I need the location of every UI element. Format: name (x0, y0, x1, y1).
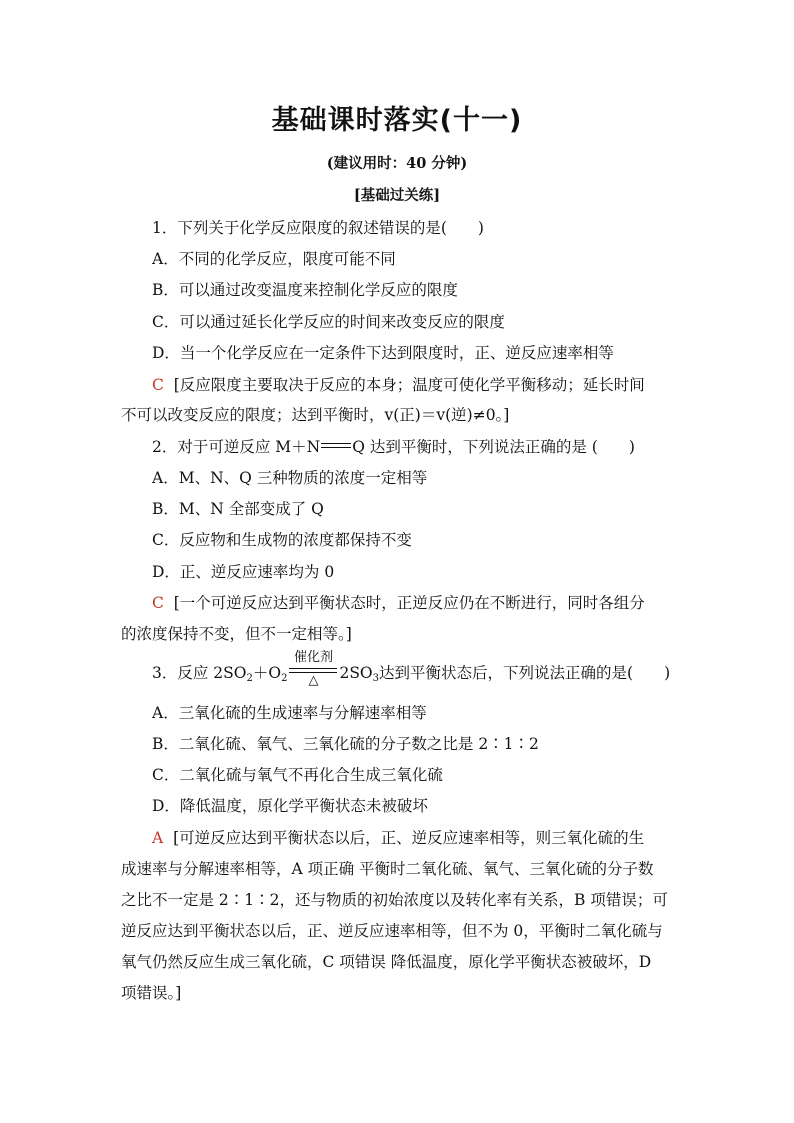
q3-subscript-2: 2 (246, 673, 253, 684)
q3-answer: A (152, 829, 164, 847)
q1-option-d: D．当一个化学反应在一定条件下达到限度时，正、逆反应速率相等 (152, 344, 614, 362)
q3-explanation-line2: 成速率与分解速率相等，A 项正确 平衡时二氧化硫、氧气、三氧化硫的分子数 (121, 860, 654, 878)
q2-option-c: C．反应物和生成物的浓度都保持不变 (152, 531, 412, 549)
q2-explanation-cont: 的浓度保持不变，但不一定相等。] (121, 625, 352, 643)
suggested-time: (建议用时：40 分钟) (326, 155, 468, 172)
q3-answer-line (152, 826, 644, 848)
equilibrium-arrow-icon (321, 442, 351, 450)
q3-option-a: A．三氧化硫的生成速率与分解速率相等 (152, 704, 427, 722)
q2-answer-line (152, 591, 645, 613)
q1-stem: 1．下列关于化学反应限度的叙述错误的是( ) (152, 219, 484, 237)
q3-stem-part2: ＋O (252, 664, 282, 682)
q3-stem-part4: 达到平衡状态后，下列说法正确的是( ) (379, 664, 671, 682)
q1-answer: C (152, 376, 164, 394)
q3-subscript-o2: 2 (281, 673, 288, 684)
q3-option-d: D．降低温度，原化学平衡状态未被破坏 (152, 797, 428, 815)
catalyst-arrow-icon (289, 650, 337, 688)
page-title: 基础课时落实(十一) (271, 105, 523, 136)
catalyst-label: 催化剂 (293, 650, 333, 665)
q3-stem-part1: 3．反应 2SO (152, 664, 247, 682)
q2-stem-part2: Q 达到平衡时，下列说法正确的是 ( ) (352, 438, 635, 456)
q1-option-b: B．可以通过改变温度来控制化学反应的限度 (152, 281, 458, 299)
q2-option-a: A．M、N、Q 三种物质的浓度一定相等 (152, 469, 428, 487)
q1-option-a: A．不同的化学反应，限度可能不同 (152, 250, 396, 268)
q3-stem-part3: 2SO (339, 664, 373, 682)
q1-explanation-cont: 不可以改变反应的限度；达到平衡时，v(正)＝v(逆)≠0。] (121, 406, 510, 424)
section-heading: [基础过关练] (353, 187, 441, 204)
q2-option-d: D．正、逆反应速率均为 0 (152, 563, 335, 581)
q2-stem (152, 435, 635, 457)
q2-stem-part1: 2．对于可逆反应 M＋N (152, 438, 321, 456)
q3-subscript-3: 3 (372, 673, 380, 684)
q3-explanation-line6: 项错误。] (121, 984, 182, 1002)
q3-explanation-line3: 之比不一定是 2∶1∶2，还与物质的初始浓度以及转化率有关系，B 项错误；可 (121, 891, 668, 909)
q2-explanation: [一个可逆反应达到平衡状态时，正逆反应仍在不断进行，同时各组分 (173, 594, 645, 612)
q2-option-b: B．M、N 全部变成了 Q (152, 500, 324, 518)
q3-explanation-line5: 氧气仍然反应生成三氧化硫，C 项错误 降低温度，原化学平衡状态被破坏，D (121, 953, 652, 971)
q2-answer: C (152, 594, 164, 612)
q3-option-b: B．二氧化硫、氧气、三氧化硫的分子数之比是 2∶1∶2 (152, 735, 539, 753)
q3-explanation-line4: 逆反应达到平衡状态以后，正、逆反应速率相等，但不为 0，平衡时二氧化硫与 (121, 922, 663, 940)
q3-option-c: C．二氧化硫与氧气不再化合生成三氧化硫 (152, 766, 443, 784)
q3-explanation: [可逆反应达到平衡状态以后，正、逆反应速率相等，则三氧化硫的生 (173, 829, 645, 847)
q1-answer-line (152, 373, 645, 395)
q3-stem (152, 650, 671, 688)
q1-explanation: [反应限度主要取决于反应的本身；温度可使化学平衡移动；延长时间 (173, 376, 645, 394)
heat-symbol: △ (308, 673, 319, 688)
q1-option-c: C．可以通过延长化学反应的时间来改变反应的限度 (152, 313, 505, 331)
